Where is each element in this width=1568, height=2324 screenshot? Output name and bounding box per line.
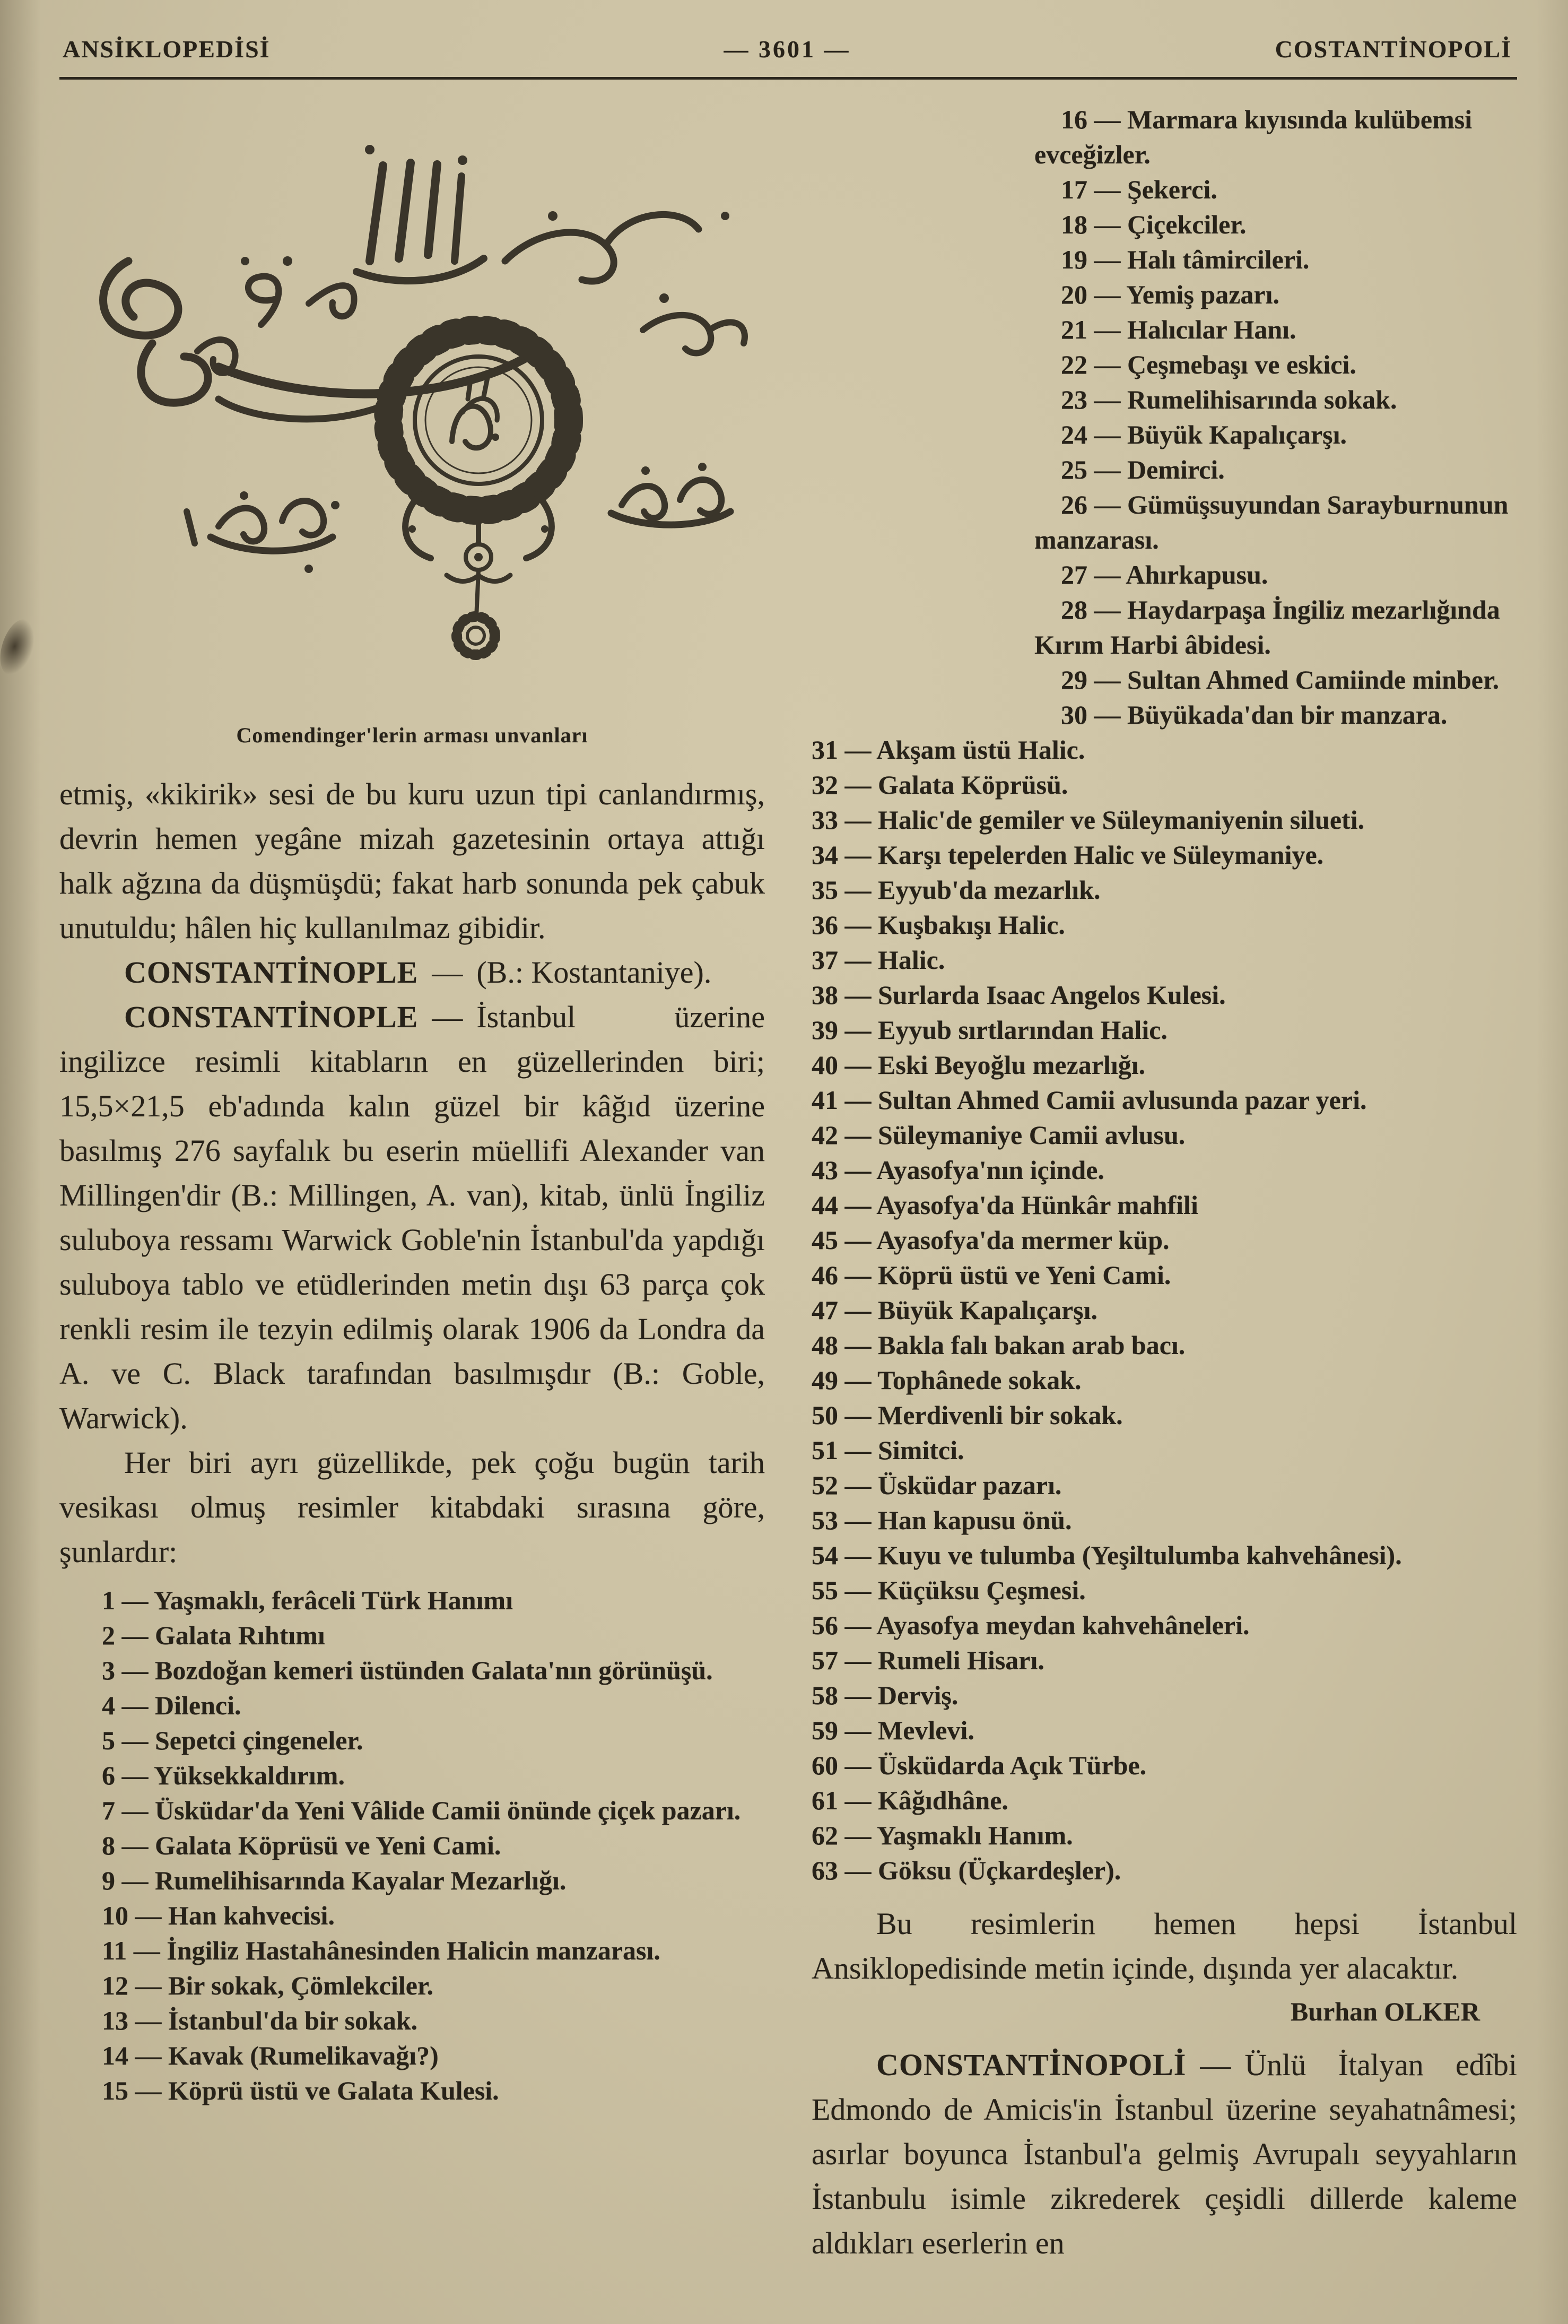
continuation-paragraph: etmiş, «kikirik» sesi de bu kuru uzun tipi canlandırmış, devrin hemen yegâne mizah gazetesinin ortaya attığı halk ağzına da düşmüşdü; fakat harb sonunda pek çabuk unutuldu; hâlen hiç kullanılmaz gibidir. — [59, 777, 765, 945]
plate-list-item: 46 — Köprü üstü ve Yeni Cami. — [812, 1260, 1171, 1290]
two-column-body — [59, 80, 1517, 2266]
plate-list-item: 21 — Halıcılar Hanı. — [1061, 315, 1296, 344]
plate-list-item: 9 — Rumelihisarında Kayalar Mezarlığı. — [102, 1866, 567, 1895]
plate-list-item: 59 — Mevlevi. — [812, 1715, 974, 1745]
entry-term: CONSTANTİNOPOLİ — [876, 2048, 1187, 2082]
plate-list-item: 20 — Yemiş pazarı. — [1061, 280, 1279, 309]
plate-list-item: 47 — Büyük Kapalıçarşı. — [812, 1295, 1097, 1325]
entry-body: Ünlü İtalyan edîbi Edmondo de Amicis'in İstanbul üzerine seyahatnâmesi; asırlar boyunca İstanbul'a gelmiş Avrupalı seyyahların İstanbulu isimle zikrederek çeşidli dillerde kaleme aldıkları eserlerin en — [812, 2048, 1517, 2260]
plate-list-item: 14 — Kavak (Rumelikavağı?) — [102, 2041, 439, 2070]
plate-list-item: 12 — Bir sokak, Çömlekciler. — [102, 1971, 434, 2000]
plate-list-item: 27 — Ahırkapusu. — [1061, 560, 1268, 589]
entry-term: CONSTANTİNOPLE — [124, 955, 419, 990]
plate-list-item: 42 — Süleymaniye Camii avlusu. — [812, 1120, 1186, 1150]
plate-list-item: 37 — Halic. — [812, 945, 945, 975]
plate-list-item: 48 — Bakla falı bakan arab bacı. — [812, 1330, 1186, 1360]
plate-list-16-30 — [812, 102, 1517, 732]
entry-dash: — — [432, 955, 463, 990]
plate-list-item: 45 — Ayasofya'da mermer küp. — [812, 1225, 1170, 1255]
header-publication-title: ANSİKLOPEDİSİ — [63, 36, 271, 63]
plate-list-31-63 — [812, 732, 1517, 1888]
plate-list-item: 35 — Eyyub'da mezarlık. — [812, 875, 1101, 905]
plate-list-item: 55 — Küçüksu Çeşmesi. — [812, 1575, 1086, 1605]
plate-list-item: 13 — İstanbul'da bir sokak. — [102, 2006, 418, 2035]
plate-list-item: 63 — Göksu (Üçkardeşler). — [812, 1855, 1121, 1885]
plate-list-item: 10 — Han kahvecisi. — [102, 1901, 335, 1930]
plate-list-item: 2 — Galata Rıhtımı — [102, 1620, 325, 1650]
plate-list-item: 54 — Kuyu ve tulumba (Yeşiltulumba kahvehânesi). — [812, 1540, 1402, 1570]
coat-of-arms-figure — [59, 102, 765, 748]
plate-list-item: 30 — Büyükada'dan bir manzara. — [1061, 700, 1448, 730]
plate-list-item: 51 — Simitci. — [812, 1435, 964, 1465]
plate-list-item: 52 — Üsküdar pazarı. — [812, 1470, 1062, 1500]
plate-list-item: 24 — Büyük Kapalıçarşı. — [1061, 420, 1347, 449]
plate-list-item: 4 — Dilenci. — [102, 1690, 241, 1720]
tughra-calligraphy-image — [59, 102, 765, 717]
plate-list-item: 22 — Çeşmebaşı ve eskici. — [1061, 350, 1356, 379]
plate-list-item: 50 — Merdivenli bir sokak. — [812, 1400, 1123, 1430]
plate-list-item: 53 — Han kapusu önü. — [812, 1505, 1072, 1535]
entry-constantinople-2 — [59, 995, 765, 1441]
plate-list-item: 36 — Kuşbakışı Halic. — [812, 910, 1065, 940]
left-column — [59, 102, 765, 2266]
entry-body: İstanbul üzerine ingilizce resimli kitabların en güzellerinden biri; 15,5×21,5 eb'adında kalın güzel bir kâğıd üzerine basılmış 276 sayfalık bu eserin müellifi Alexander van Millingen'dir (B.: Millingen, A. van), kitab, ünlü İngiliz suluboya ressamı Warwick Goble'nin İstanbul'da yapdığı suluboya tablo ve etüdlerinden metin dışı 63 parça çok renkli resim ile tezyin edilmiş olarak 1906 da Londra da A. ve C. Black tarafından basılmışdır (B.: Goble, Warwick). — [59, 1000, 765, 1435]
plate-list-item: 17 — Şekerci. — [1061, 175, 1217, 204]
closing-paragraph: Bu resimlerin hemen hepsi İstanbul Ansiklopedisinde metin içinde, dışında yer alacaktır. — [812, 1906, 1517, 1985]
plate-list-item: 39 — Eyyub sırtlarından Halic. — [812, 1015, 1168, 1045]
plate-list-item: 5 — Sepetci çingeneler. — [102, 1725, 363, 1755]
plate-list-item: 33 — Halic'de gemiler ve Süleymaniyenin silueti. — [812, 805, 1365, 835]
plate-list-item: 1 — Yaşmaklı, ferâceli Türk Hanımı — [102, 1585, 513, 1615]
plate-list-item: 3 — Bozdoğan kemeri üstünden Galata'nın görünüşü. — [102, 1655, 713, 1685]
plate-list-item: 32 — Galata Köprüsü. — [812, 770, 1068, 800]
plate-list-item: 38 — Surlarda Isaac Angelos Kulesi. — [812, 980, 1226, 1010]
plate-list-item: 29 — Sultan Ahmed Camiinde minber. — [1061, 665, 1500, 695]
plate-list-item: 49 — Tophânede sokak. — [812, 1365, 1082, 1395]
plate-list-item: 18 — Çiçekciler. — [1061, 210, 1247, 239]
plate-list-item: 43 — Ayasofya'nın içinde. — [812, 1155, 1104, 1185]
entry-dash: — — [432, 1000, 463, 1034]
page-number: — 3601 — — [724, 36, 851, 63]
right-column — [812, 102, 1517, 2266]
figure-caption: Comendinger'lerin arması unvanları — [236, 723, 588, 747]
plate-list-item: 7 — Üsküdar'da Yeni Vâlide Camii önünde çiçek pazarı. — [102, 1796, 741, 1825]
plate-list-item: 41 — Sultan Ahmed Camii avlusunda pazar yeri. — [812, 1085, 1367, 1115]
entry-term: CONSTANTİNOPLE — [124, 1000, 419, 1034]
entry-body: (B.: Kostantaniye). — [476, 955, 712, 990]
entry-dash: — — [1200, 2048, 1231, 2082]
plate-list-item: 11 — İngiliz Hastahânesinden Halicin manzarası. — [102, 1936, 660, 1965]
plate-list-item: 61 — Kâğıdhâne. — [812, 1785, 1008, 1815]
entry-constantinople-1 — [59, 950, 765, 995]
plate-list-item: 40 — Eski Beyoğlu mezarlığı. — [812, 1050, 1146, 1080]
page-header — [59, 35, 1517, 80]
plate-list-item: 60 — Üsküdarda Açık Türbe. — [812, 1750, 1147, 1780]
plate-list-1-15 — [59, 1583, 765, 2108]
plate-list-item: 62 — Yaşmaklı Hanım. — [812, 1820, 1073, 1850]
author-signature: Burhan OLKER — [1290, 1997, 1480, 2026]
plate-list-item: 6 — Yüksekkaldırım. — [102, 1761, 345, 1790]
list-intro-paragraph: Her biri ayrı güzellikde, pek çoğu bugün tarih vesikası olmuş resimler kitabdaki sırasına göre, şunlardır: — [59, 1445, 765, 1569]
plate-list-item: 26 — Gümüşsuyundan Sarayburnunun manzarası. — [1034, 490, 1509, 554]
plate-list-item: 28 — Haydarpaşa İngiliz mezarlığında Kırım Harbi âbidesi. — [1034, 595, 1500, 660]
plate-list-item: 15 — Köprü üstü ve Galata Kulesi. — [102, 2076, 499, 2105]
plate-list-item: 23 — Rumelihisarında sokak. — [1061, 385, 1397, 414]
plate-list-item: 19 — Halı tâmircileri. — [1061, 245, 1310, 274]
entry-costantinopoli — [812, 2043, 1517, 2266]
plate-list-item: 57 — Rumeli Hisarı. — [812, 1645, 1044, 1675]
plate-list-item: 16 — Marmara kıyısında kulübemsi evceğizler. — [1034, 105, 1473, 169]
plate-list-item: 44 — Ayasofya'da Hünkâr mahfili — [812, 1190, 1198, 1220]
plate-list-item: 56 — Ayasofya meydan kahvehâneleri. — [812, 1610, 1250, 1640]
plate-list-item: 25 — Demirci. — [1061, 455, 1225, 484]
plate-list-item: 58 — Derviş. — [812, 1680, 959, 1710]
plate-list-item: 8 — Galata Köprüsü ve Yeni Cami. — [102, 1831, 501, 1860]
header-article-title: COSTANTİNOPOLİ — [1275, 36, 1512, 63]
plate-list-item: 31 — Akşam üstü Halic. — [812, 735, 1085, 765]
plate-list-item: 34 — Karşı tepelerden Halic ve Süleymaniye. — [812, 840, 1324, 870]
